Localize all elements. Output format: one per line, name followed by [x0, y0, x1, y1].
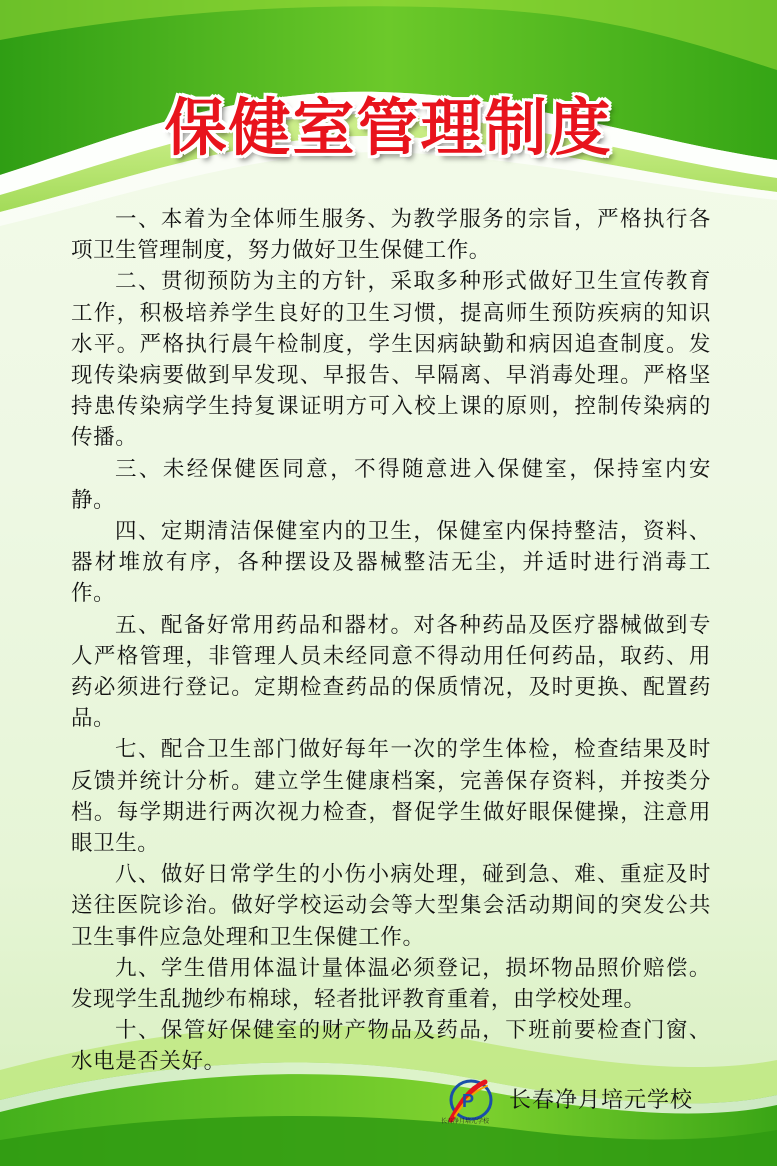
regulation-item-4: 四、定期清洁保健室内的卫生，保健室内保持整洁，资料、器材堆放有序，各种摆设及器械整洁无尘，并适时进行消毒工作。	[71, 519, 711, 607]
svg-text:P: P	[462, 1091, 475, 1111]
regulation-item-10: 十、保管好保健室的财产物品及药品，下班前要检查门窗、水电是否关好。	[71, 1018, 711, 1075]
regulation-item-5: 五、配备好常用药品和器材。对各种药品及医疗器械做到专人严格管理，非管理人员未经同意不得动用任何药品，取药、用药必须进行登记。定期检查药品的保质情况，及时更换、配置药品。	[71, 612, 711, 732]
page-title: 保健室管理制度	[164, 91, 613, 164]
regulation-item-9: 九、学生借用体温计量体温必须登记，损坏物品照价赔偿。发现学生乱抛纱布棉球，轻者批评教育重着，由学校处理。	[71, 955, 711, 1013]
regulation-item-1: 一、本着为全体师生服务、为教学服务的宗旨，严格执行各项卫生管理制度，努力做好卫生保健工作。	[71, 207, 711, 264]
logo-caption: 长春净月培元学校	[441, 1118, 490, 1125]
regulation-body	[71, 204, 711, 1078]
school-name: 长春净月培元学校	[509, 1088, 694, 1113]
regulation-item-8: 八、做好日常学生的小伤小病处理，碰到急、难、重症及时送往医院诊治。做好学校运动会等大型集会活动期间的突发公共卫生事件应急处理和卫生保健工作。	[71, 862, 711, 950]
regulation-item-7: 七、配合卫生部门做好每年一次的学生体检，检查结果及时反馈并统计分析。建立学生健康档案，完善保存资料，并按类分档。每学期进行两次视力检查，督促学生做好眼保健操，注意用眼卫生。	[71, 737, 711, 857]
school-footer	[441, 1060, 741, 1130]
regulation-item-3: 三、未经保健医同意，不得随意进入保健室，保持室内安静。	[71, 456, 711, 513]
regulation-item-2: 二、贯彻预防为主的方针，采取多种形式做好卫生宣传教育工作，积极培养学生良好的卫生习惯，提高师生预防疾病的知识水平。严格执行晨午检制度，学生因病缺勤和病因追查制度。发现传染病要做到早发现、早报告、早隔离、早消毒处理。严格坚持患传染病学生持复课证明方可入校上课的原则，控制传染病的传播。	[71, 269, 711, 451]
